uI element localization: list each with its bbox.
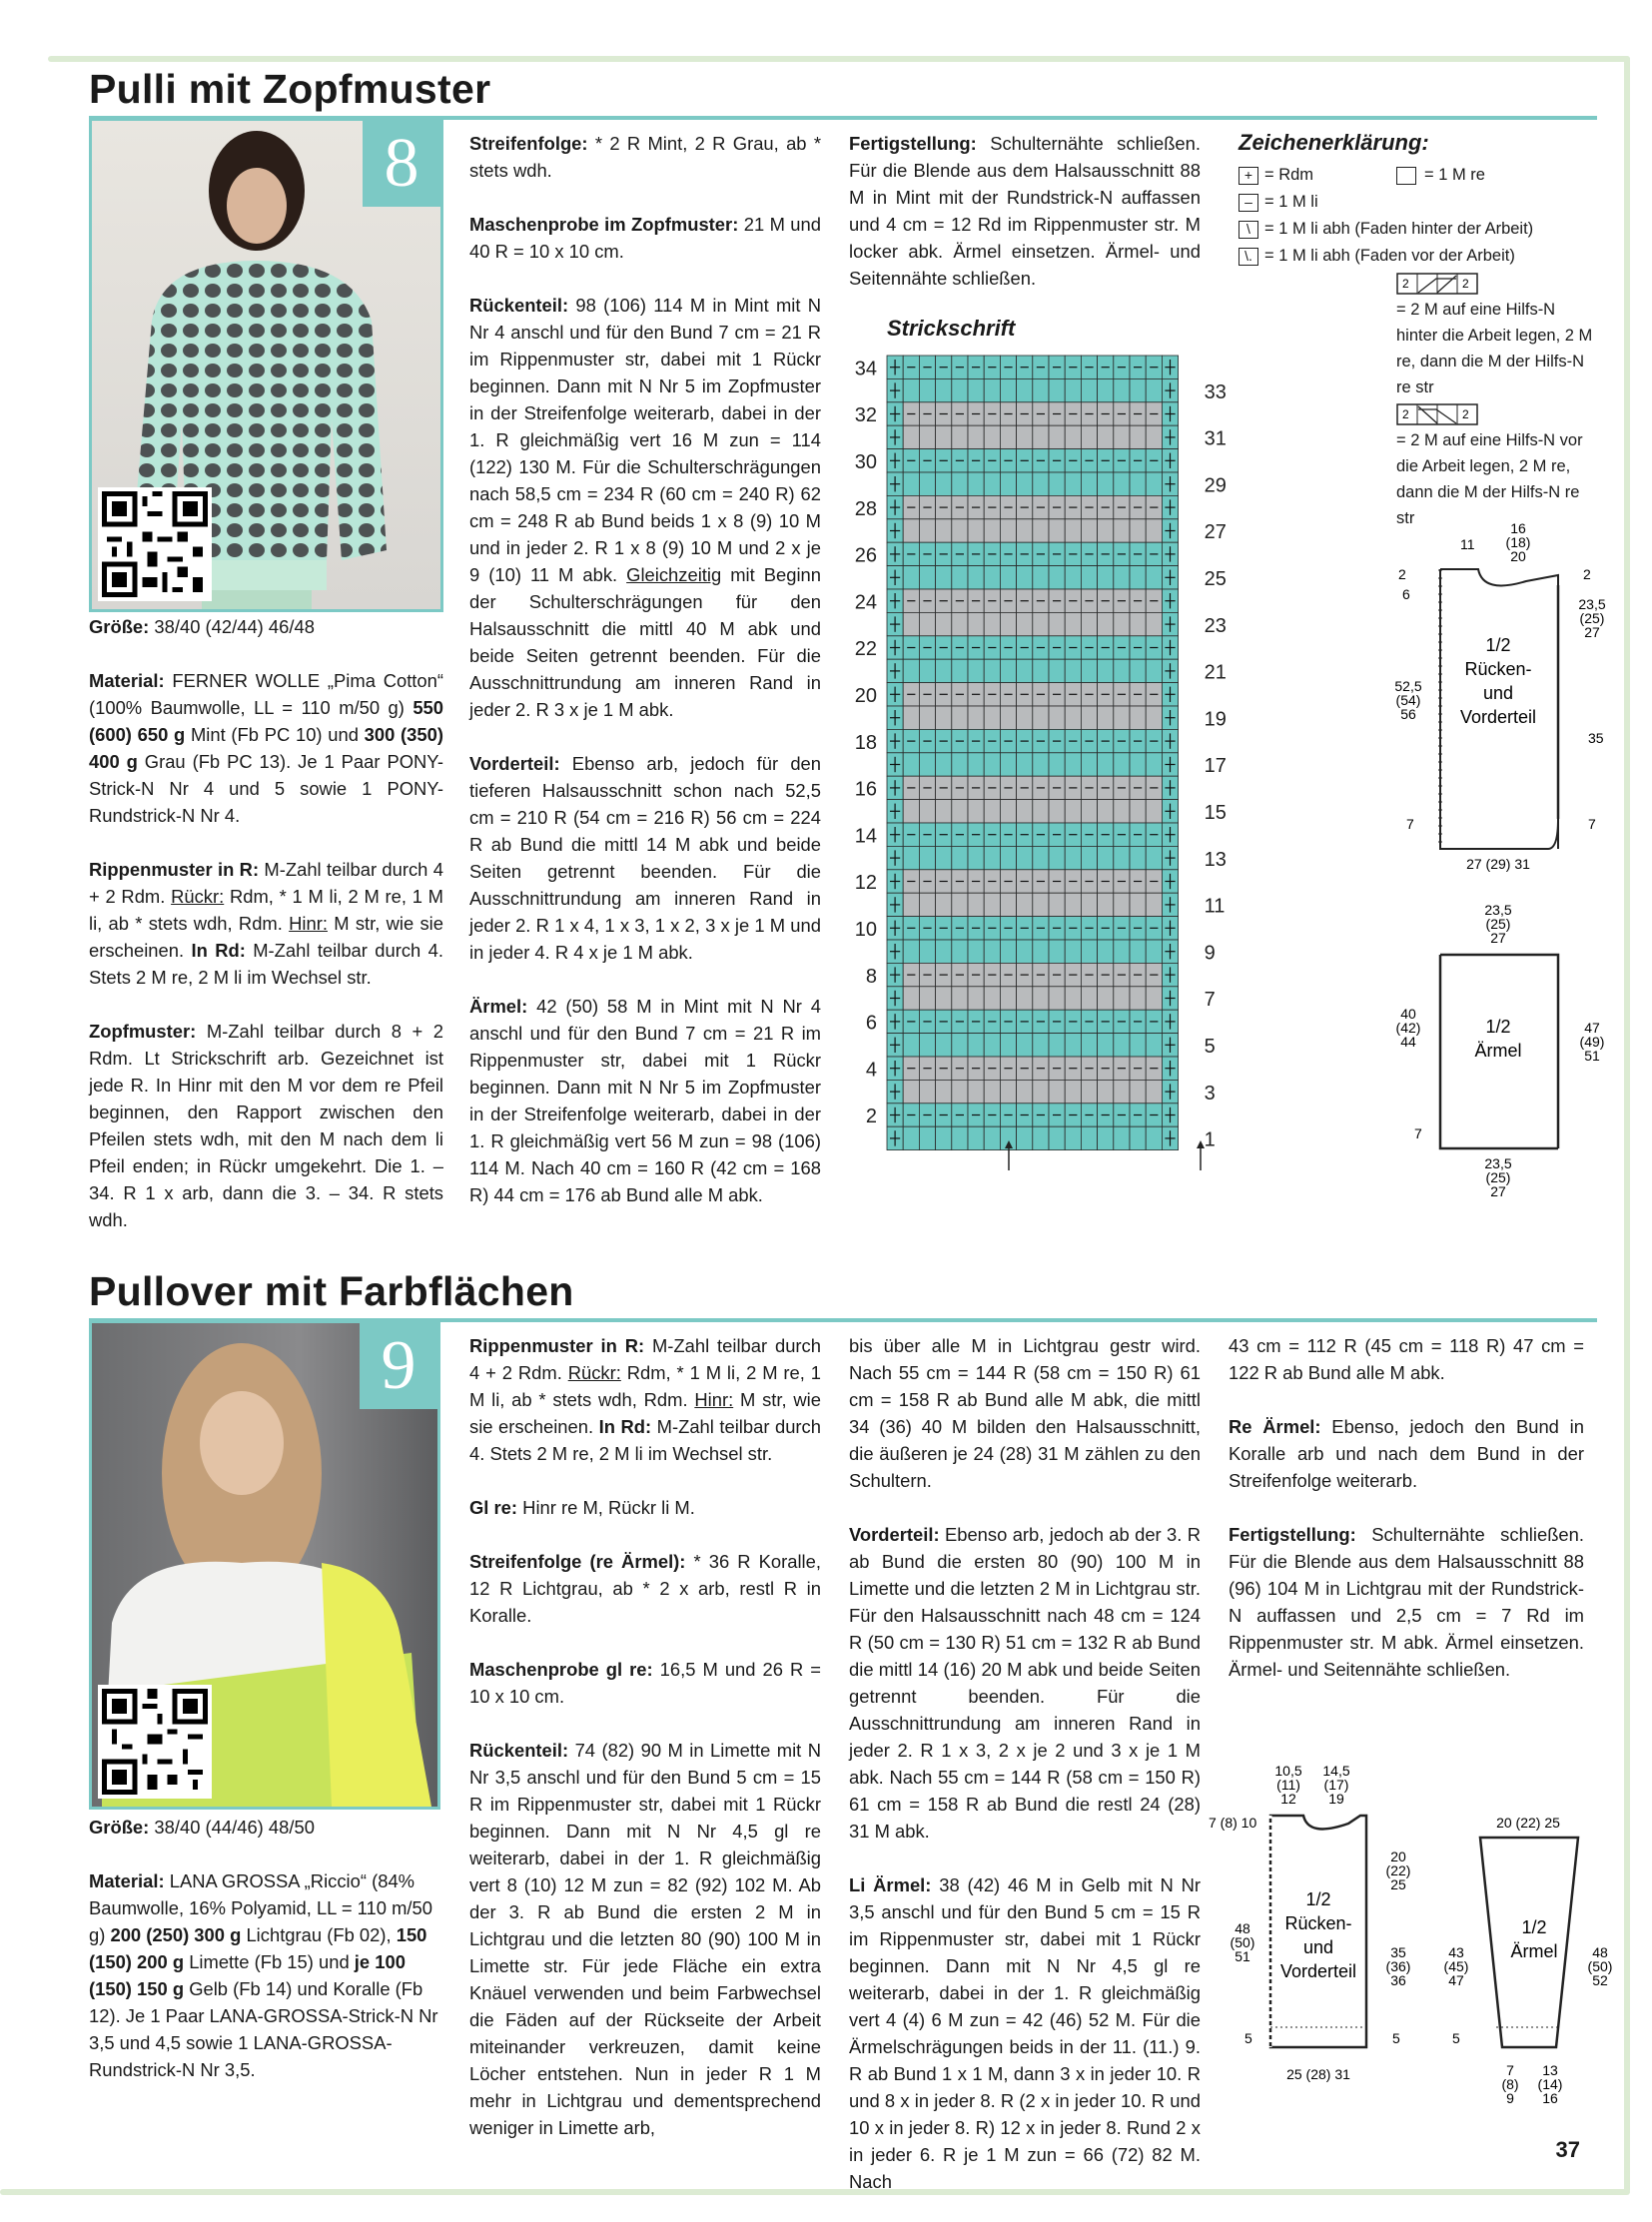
legend-title: Zeichenerklärung: [1239, 130, 1429, 155]
svg-text:9: 9 [1506, 2090, 1514, 2106]
row-number-label: 15 [1204, 802, 1227, 824]
finish-8-para: Fertigstellung: Schulternähte schließen. Für die Blende aus dem Halsausschnitt 88 M in Mint mit der Rundstrick-N auffassen und 4 cm = 12 Rd im Rippenmuster str. M locker abk. Ärmel einsetzen. Ärmel- und Seitennähte schließen. [849, 133, 1201, 289]
row-number-label: 28 [854, 497, 877, 520]
legend-row-slip-back: \ = 1 M li abh (Faden hinter der Arbeit) [1239, 216, 1598, 243]
legend-cable-left-symbol-row [1239, 400, 1598, 427]
svg-text:Ärmel: Ärmel [1474, 1041, 1522, 1061]
svg-text:(25): (25) [1579, 610, 1605, 626]
row-number-label: 24 [854, 591, 877, 614]
svg-text:Ärmel: Ärmel [1510, 1941, 1558, 1961]
stockinette-9-para: Gl re: Hinr re M, Rückr li M. [469, 1497, 695, 1518]
pattern-9-photo [89, 1320, 440, 1810]
svg-text:13: 13 [1542, 2062, 1558, 2078]
pattern-8-col1 [89, 613, 443, 1260]
gauge-8-para: Maschenprobe im Zopfmuster: 21 M und 40 R = 10 x 10 cm. [469, 214, 821, 262]
svg-text:2: 2 [1402, 277, 1409, 291]
svg-text:2: 2 [1583, 566, 1591, 582]
row-number-label: 14 [854, 825, 877, 848]
purl-stitch-symbol: – [1239, 194, 1258, 212]
legend-cable-left-text: = 2 M auf eine Hilfs-N vor die Arbeit legen, 2 M re, dann die M der Hilfs-N re str [1396, 431, 1583, 527]
svg-text:1/2: 1/2 [1485, 635, 1511, 655]
svg-text:(54): (54) [1395, 692, 1421, 708]
pattern-9-col4 [1229, 1332, 1584, 1710]
svg-text:(17): (17) [1323, 1777, 1349, 1793]
row-number-label: 16 [854, 778, 877, 801]
row-number-label: 12 [854, 872, 877, 895]
sleeve-end-9-para: 43 cm = 112 R (45 cm = 118 R) 47 cm = 122 R ab Bund alle M abk. [1229, 1335, 1584, 1383]
back-9-para: Rückenteil: 74 (82) 90 M in Limette mit N Nr 3,5 anschl und für den Bund 5 cm = 15 R im Rippenmuster str, dabei mit 1 Rückr beginnen. Dann mit N Nr 4,5 gl re weiterarb, dabei in der 1. R gleichmäßig vert 8 (10) 12 M zun = 82 (92) 102 M. Ab der 3. R ab Bund die ersten 2 M in Lichtgrau und die letzten 80 (90) 100 M in Limette str. Für jede Fläche ein extra Knäuel verwenden und beim Farbwechsel die Fäden auf der Rückseite der Arbeit miteinander verkreuzen, damit keine Löcher entstehen. Nun in jeder R 1 M mehr in Lichtgrau und dementsprechend weniger in Limette arb, [469, 1740, 821, 2138]
svg-text:(18): (18) [1505, 534, 1531, 550]
svg-text:2: 2 [1402, 407, 1409, 421]
chart-grid [887, 356, 1179, 1150]
row-number-label: 29 [1204, 474, 1227, 497]
svg-text:(50): (50) [1587, 1958, 1613, 1974]
row-number-label: 13 [1204, 848, 1227, 871]
svg-text:7: 7 [1414, 1125, 1422, 1141]
slip-back-symbol: \ [1239, 221, 1258, 239]
svg-text:23,5: 23,5 [1484, 1155, 1512, 1171]
rib-8-para: Rippenmuster in R: M-Zahl teilbar durch 4 + 2 Rdm. Rückr: Rdm, * 1 M li, 2 M re, 1 M li, ab * stets wdh, Rdm. Hinr: M str, wie sie erscheinen. In Rd: M-Zahl teilbar durch 4. Stets 2 M re, 2 M li im Wechsel str. [89, 859, 444, 988]
svg-text:2: 2 [1398, 566, 1406, 582]
pattern-8-col3 [849, 130, 1201, 319]
svg-text:(50): (50) [1230, 1934, 1255, 1950]
legend-cable-right-text: = 2 M auf eine Hilfs-N hinter die Arbeit legen, 2 M re, dann die M der Hilfs-N re str [1396, 301, 1593, 396]
size-8-para: Größe: 38/40 (42/44) 46/48 [89, 616, 315, 637]
size-9-para: Größe: 38/40 (44/46) 48/50 [89, 1817, 315, 1838]
qr-code-9[interactable] [98, 1685, 212, 1799]
front-8-para: Vorderteil: Ebenso arb, jedoch für den tieferen Halsausschnitt schon nach 52,5 cm = 210 R (54 cm = 216 R) 56 cm = 224 R ab Bund die mittl 14 M abk und beide Seiten getrennt beenden. Für die Ausschnittrundung am inneren Rand in jeder 2. R 1 x 4, 1 x 3, 1 x 2, 3 x je 1 M und in jeder 4. R 4 x je 1 M abk. [469, 753, 821, 963]
page-frame-right [1624, 56, 1630, 2193]
svg-text:5: 5 [1452, 2030, 1460, 2046]
slip-front-symbol: \. [1239, 248, 1258, 266]
svg-text:20: 20 [1390, 1849, 1406, 1864]
rsleeve-9-para: Re Ärmel: Ebenso, jedoch den Bund in Koralle arb und nach dem Bund in der Streifenfolge weiterarb. [1229, 1416, 1584, 1491]
svg-text:(25): (25) [1485, 1169, 1511, 1185]
svg-text:(11): (11) [1276, 1777, 1300, 1793]
row-number-label: 23 [1204, 614, 1227, 637]
pattern-8-photo [89, 118, 443, 612]
svg-text:43: 43 [1448, 1944, 1464, 1960]
material-8-para: Material: FERNER WOLLE „Pima Cotton“ (100% Baumwolle, LL = 110 m/50 g) 550 (600) 650 g Mint (Fb PC 10) und 300 (350) 400 g Grau (Fb PC 13). Je 1 Paar PONY-Strick-N Nr 4 und 5 sowie 1 PONY-Rundstrick-N Nr 4. [89, 670, 443, 826]
svg-text:(36): (36) [1385, 1958, 1411, 1974]
row-number-label: 22 [854, 638, 877, 661]
back-9-cont-para: bis über alle M in Lichtgrau gestr wird. Nach 55 cm = 144 R (58 cm = 150 R) 61 cm = 158 R ab Bund alle M abk, die mittl 34 (36) 40 M bilden den Halsausschnitt, die äußeren je 24 (28) 31 M zählen zu den Schultern. [849, 1335, 1201, 1491]
svg-text:Vorderteil: Vorderteil [1279, 1961, 1357, 1981]
cable-8-para: Zopfmuster: M-Zahl teilbar durch 8 + 2 Rdm. Lt Strickschrift arb. Gezeichnet ist jede R. In Hinr mit den M vor dem re Pfeil beginnen, den Rapport zwischen den Pfeilen stets wdh, mit den M nach dem li Pfeil enden; in Rückr umgekehrt. Die 1. – 34. R 1 x arb, dann die 3. – 34. R stets wdh. [89, 1021, 443, 1230]
pattern-badge-8: 8 [363, 121, 440, 207]
legend-row-purl: – = 1 M li [1239, 189, 1598, 216]
svg-text:51: 51 [1235, 1948, 1250, 1964]
svg-text:16: 16 [1510, 520, 1526, 536]
pattern-badge-9: 9 [360, 1323, 437, 1409]
svg-text:27: 27 [1584, 624, 1600, 640]
svg-text:20: 20 [1510, 548, 1526, 564]
svg-text:35: 35 [1390, 1944, 1406, 1960]
svg-text:12: 12 [1280, 1791, 1296, 1807]
row-number-label: 3 [1204, 1082, 1216, 1105]
svg-text:(14): (14) [1537, 2076, 1563, 2092]
svg-text:35: 35 [1588, 730, 1604, 746]
row-number-label: 31 [1204, 427, 1227, 450]
row-number-label: 7 [1204, 989, 1216, 1012]
svg-text:7: 7 [1406, 816, 1414, 832]
cable-left-symbol [1396, 403, 1478, 425]
sleeve-schematic-8 [1378, 899, 1618, 1198]
row-number-label: 34 [854, 358, 877, 380]
svg-text:52: 52 [1592, 1972, 1608, 1988]
svg-text:51: 51 [1584, 1048, 1600, 1064]
body-schematic-8 [1378, 519, 1618, 879]
row-number-label: 21 [1204, 661, 1227, 684]
row-number-label: 32 [854, 404, 877, 427]
svg-text:(45): (45) [1443, 1958, 1469, 1974]
legend-row-slip-front: \. = 1 M li abh (Faden vor der Arbeit) [1239, 243, 1598, 270]
row-number-label: 26 [854, 544, 877, 567]
svg-text:5: 5 [1244, 2030, 1252, 2046]
row-number-label: 25 [1204, 568, 1227, 590]
knit-stitch-symbol [1396, 167, 1416, 185]
cable-right-symbol [1396, 273, 1478, 295]
pattern-9-col2 [469, 1332, 821, 2168]
page-frame-top [48, 56, 1630, 62]
row-number-label: 4 [865, 1059, 877, 1082]
page-number: 37 [1555, 2137, 1580, 2162]
svg-text:1/2: 1/2 [1521, 1917, 1547, 1937]
svg-text:47: 47 [1584, 1020, 1600, 1036]
pattern-9-title: Pullover mit Farbflächen [89, 1268, 574, 1314]
pattern-8-title: Pulli mit Zopfmuster [89, 66, 491, 112]
chart-title: Strickschrift [887, 316, 1016, 341]
svg-text:(25): (25) [1485, 916, 1511, 932]
pattern-8-col2 [469, 130, 821, 1235]
row-number-label: 10 [854, 919, 877, 941]
row-labels-left [855, 358, 877, 1127]
front-9-para: Vorderteil: Ebenso arb, jedoch ab der 3. R ab Bund die ersten 80 (90) 100 M in Limette und die letzten 2 M in Lichtgrau str. Für den Halsausschnitt nach 48 cm = 124 R (50 cm = 130 R) 51 cm = 132 R ab Bund die mittl 14 (16) 20 M abk und beide Seiten getrennt beenden. Für die Ausschnittrundung am inneren Rand in jeder 2. R 1 x 3, 2 x je 2 und 3 x je 1 M abk. Nach 55 cm = 144 R (58 cm = 150 R) 61 cm = 158 R ab Bund die restl 24 (28) 31 M abk. [849, 1524, 1201, 1842]
svg-text:(22): (22) [1385, 1862, 1411, 1878]
svg-text:52,5: 52,5 [1394, 678, 1422, 694]
svg-text:5: 5 [1392, 2030, 1400, 2046]
sleeve-schematic-9 [1438, 1758, 1618, 2117]
legend-row-rdm: + = Rdm = 1 M re [1239, 162, 1598, 189]
row-labels-right [1205, 381, 1227, 1151]
row-number-label: 2 [865, 1106, 877, 1128]
svg-text:2: 2 [1462, 277, 1469, 291]
finish-9-para: Fertigstellung: Schulternähte schließen. Für die Blende aus dem Halsausschnitt 88 (96) 104 M in Lichtgrau mit der Rundstrick-N auffassen und 2,5 cm = 7 Rd im Rippenmuster str. M abk. Ärmel einsetzen. Ärmel- und Seitennähte schließen. [1229, 1524, 1584, 1680]
svg-text:10,5: 10,5 [1274, 1763, 1302, 1779]
back-8-para: Rückenteil: 98 (106) 114 M in Mint mit N Nr 4 anschl und für den Bund 7 cm = 21 R im Rippenmuster str, dabei mit 1 Rückr beginnen. Dann mit N Nr 5 im Zopfmuster in der Streifenfolge weiterarb, dabei in der 1. R gleichmäßig vert 16 M zun = 114 (122) 130 M. Für die Schulterschrägungen nach 58,5 cm = 234 R (60 cm = 240 R) 62 cm = 248 R ab Bund beids 1 x 8 (9) 10 M und in jeder 2. R 1 x 8 (9) 10 M und 2 x je 9 (10) 11 M abk. Gleichzeitig mit Beginn der Schulterschrägungen für den Halsausschnitt die mittl 40 M abk und beide Seiten getrennt beenden. Für die Ausschnittrundung am inneren Rand in jeder 2. R 3 x je 1 M abk. [469, 295, 821, 720]
svg-text:27 (29) 31: 27 (29) 31 [1466, 856, 1530, 872]
svg-text:40: 40 [1400, 1006, 1416, 1022]
qr-code-8[interactable] [98, 487, 212, 601]
svg-text:48: 48 [1235, 1920, 1250, 1936]
row-number-label: 27 [1204, 521, 1227, 544]
svg-text:48: 48 [1592, 1944, 1608, 1960]
svg-text:7: 7 [1506, 2062, 1514, 2078]
svg-text:7 (8) 10: 7 (8) 10 [1209, 1815, 1257, 1831]
row-number-label: 17 [1204, 755, 1227, 778]
svg-text:(42): (42) [1395, 1020, 1421, 1036]
svg-text:14,5: 14,5 [1322, 1763, 1350, 1779]
svg-text:1/2: 1/2 [1485, 1017, 1511, 1037]
svg-text:23,5: 23,5 [1578, 596, 1606, 612]
pattern-9-col1 [89, 1814, 440, 2110]
svg-text:20 (22) 25: 20 (22) 25 [1496, 1815, 1560, 1831]
svg-text:47: 47 [1448, 1972, 1464, 1988]
edge-stitch-symbol: + [1239, 167, 1258, 185]
svg-text:7: 7 [1588, 816, 1596, 832]
row-number-label: 1 [1204, 1128, 1216, 1151]
lsleeve-9-para: Li Ärmel: 38 (42) 46 M in Gelb mit N Nr 3,5 anschl und für den Bund 5 cm = 15 R im Rippenmuster str, dabei mit 1 Rückr beginnen. Dann mit N Nr 4,5 gl re weiterarb, dabei in der 1. R gleichmäßig vert 4 (4) 6 M zun = 42 (46) 52 M. Für die Ärmelschrägungen beids in der 11. (11.) 9. R ab Bund 1 x 1 M, dann 3 x in jeder 10. R und 8 x in jeder 8. R (2 x in jeder 10. R und 10 x in jeder 8. R) 12 x in jeder 8. Rund 2 x in jeder 6. R je 1 M zun = 66 (72) 82 M. Nach [849, 1874, 1201, 2192]
svg-text:56: 56 [1400, 706, 1416, 722]
row-number-label: 20 [854, 685, 877, 707]
svg-text:6: 6 [1402, 586, 1410, 602]
svg-text:und: und [1482, 683, 1514, 703]
sleeve-8-para: Ärmel: 42 (50) 58 M in Mint mit N Nr 4 anschl und für den Bund 7 cm = 21 R im Rippenmuster str, dabei mit 1 Rückr beginnen. Dann mit N Nr 5 im Zopfmuster in der Streifenfolge weiterarb, dabei in der 1. R gleichmäßig vert 56 M zun = 98 (106) 114 M. Nach 40 cm = 160 R (42 cm = 168 R) 44 cm = 176 ab Bund alle M abk. [469, 996, 821, 1205]
svg-text:(49): (49) [1579, 1034, 1605, 1050]
row-number-label: 30 [854, 451, 877, 473]
svg-text:44: 44 [1400, 1034, 1416, 1050]
svg-text:1/2: 1/2 [1305, 1889, 1331, 1909]
row-number-label: 8 [865, 965, 877, 988]
row-number-label: 33 [1204, 380, 1227, 403]
svg-text:23,5: 23,5 [1484, 902, 1512, 918]
svg-text:Rücken-: Rücken- [1284, 1913, 1352, 1933]
body-schematic-9 [1209, 1758, 1438, 2117]
chart-legend [1239, 162, 1598, 531]
stripe-8-para: Streifenfolge: * 2 R Mint, 2 R Grau, ab * stets wdh. [469, 133, 821, 181]
gauge-9-para: Maschenprobe gl re: 16,5 M und 26 R = 10 x 10 cm. [469, 1659, 822, 1707]
rib-9-para: Rippenmuster in R: M-Zahl teilbar durch 4 + 2 Rdm. Rückr: Rdm, * 1 M li, 2 M re, 1 M li, ab * stets wdh, Rdm. Hinr: M str, wie sie erscheinen. In Rd: M-Zahl teilbar durch 4. Stets 2 M re, 2 M li im Wechsel str. [469, 1335, 821, 1464]
svg-text:36: 36 [1390, 1972, 1406, 1988]
row-number-label: 6 [865, 1012, 877, 1035]
row-number-label: 18 [854, 731, 877, 754]
stripe-9-para: Streifenfolge (re Ärmel): * 36 R Koralle, 12 R Lichtgrau, ab * 2 x arb, restl R in Koralle. [469, 1551, 821, 1626]
page-frame-bottom [0, 2189, 1630, 2195]
svg-text:2: 2 [1462, 407, 1469, 421]
svg-text:16: 16 [1542, 2090, 1558, 2106]
row-number-label: 5 [1204, 1036, 1216, 1058]
svg-text:27: 27 [1490, 1183, 1506, 1198]
svg-text:27: 27 [1490, 930, 1506, 946]
material-9-para: Material: LANA GROSSA „Riccio“ (84% Baumwolle, 16% Polyamid, LL = 110 m/50 g) 200 (250) 300 g Lichtgrau (Fb 02), 150 (150) 200 g Limette (Fb 15) und je 100 (150) 150 g Gelb (Fb 14) und Koralle (Fb 12). Je 1 Paar LANA-GROSSA-Strick-N Nr 3,5 und 4,5 sowie 1 LANA-GROSSA-Rundstrick-N Nr 3,5. [89, 1870, 438, 2080]
pattern-9-col3 [849, 1332, 1201, 2222]
svg-text:11: 11 [1460, 536, 1475, 552]
row-number-label: 19 [1204, 708, 1227, 731]
svg-text:25 (28) 31: 25 (28) 31 [1286, 2066, 1350, 2082]
svg-text:Rücken-: Rücken- [1464, 659, 1532, 679]
svg-text:(8): (8) [1501, 2076, 1519, 2092]
row-number-label: 9 [1204, 942, 1216, 965]
svg-text:19: 19 [1328, 1791, 1344, 1807]
svg-text:Vorderteil: Vorderteil [1459, 707, 1537, 727]
legend-cable-right-symbol-row [1239, 270, 1598, 297]
svg-text:25: 25 [1390, 1876, 1406, 1892]
row-number-label: 11 [1204, 895, 1226, 918]
svg-text:und: und [1302, 1937, 1334, 1957]
